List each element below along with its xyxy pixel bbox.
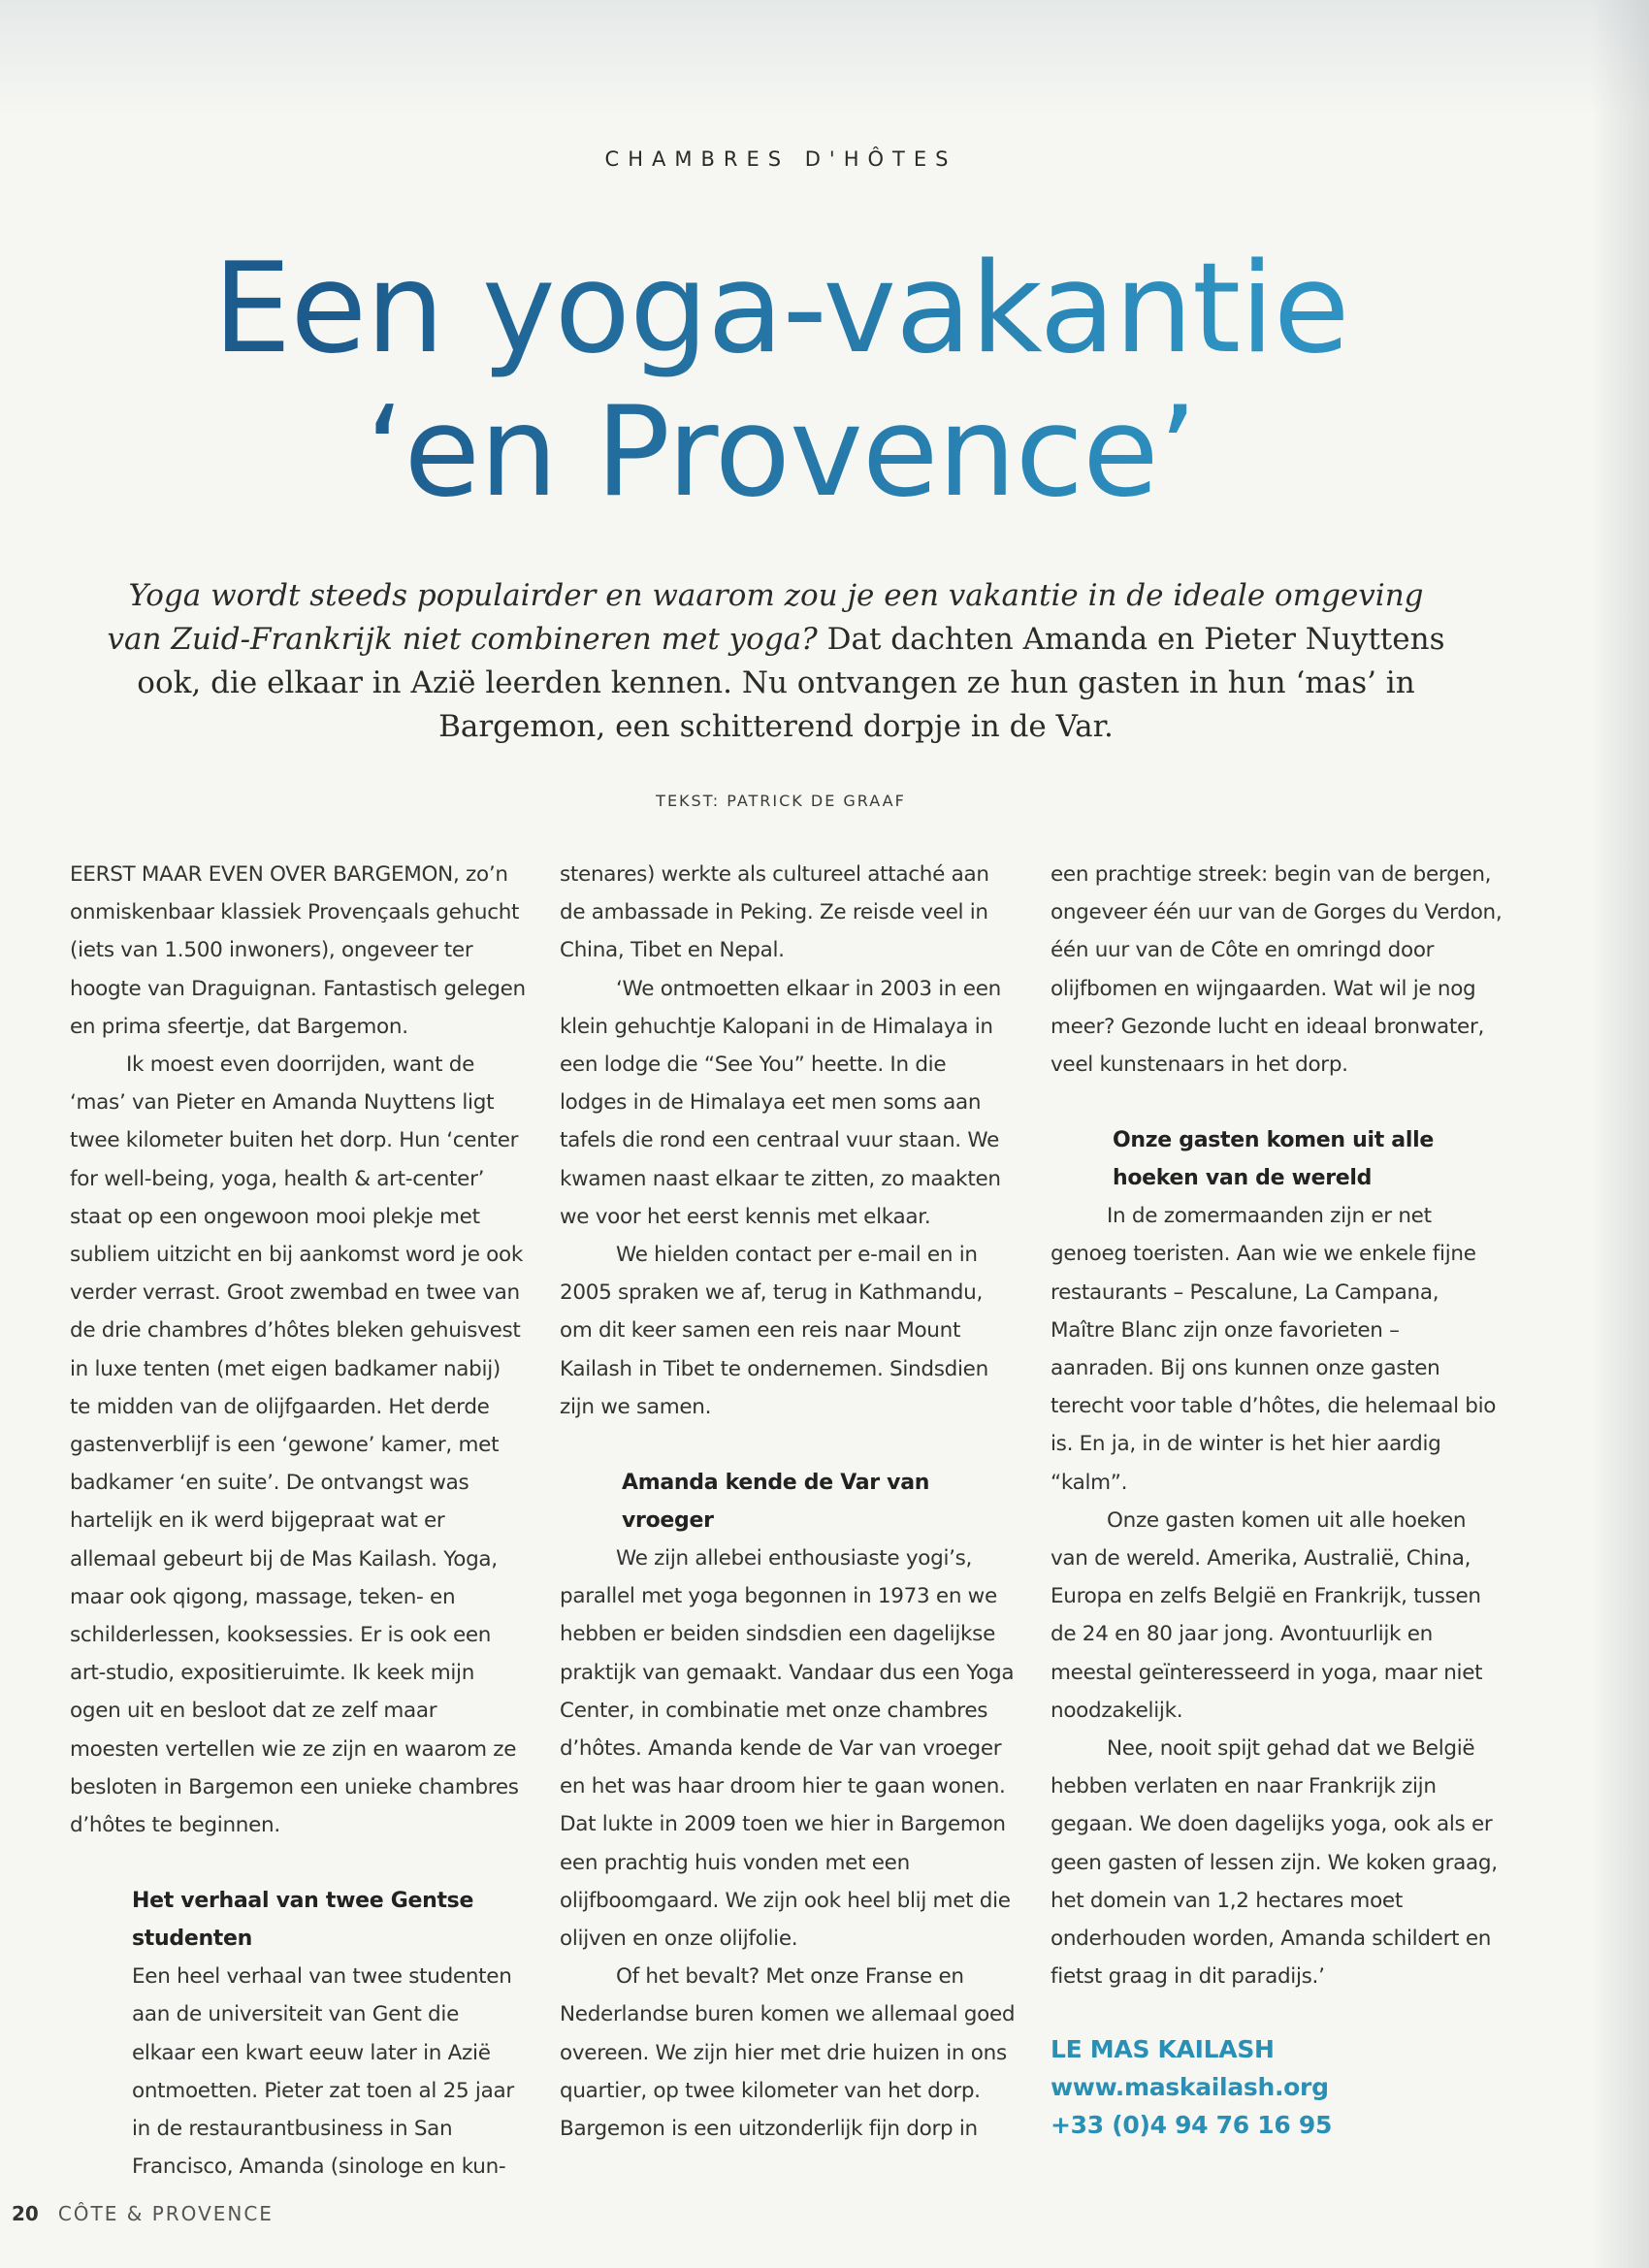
byline: TEKST: PATRICK DE GRAAF: [656, 792, 906, 810]
paragraph: Nee, nooit spijt gehad dat we België hebben verlaten en naar Frankrijk zijn gegaan. We doen dagelijks yoga, ook als er geen gasten of lessen zijn. We koken graag, het domein van 1,2 hectares moet onderhouden worden, Amanda schildert en fietst graag in dit paradijs.’: [1051, 1736, 1498, 1990]
paragraph: ‘We ontmoetten elkaar in 2003 in een klein gehuchtje Kalopani in de Himalaya in een lodge die “See You” heette. In die lodges in de Himalaya eet men soms aan tafels die rond een centraal vuur staan. We kwamen naast elkaar te zitten, zo maakten we voor het eerst kennis met elkaar.: [560, 976, 1001, 1229]
headline-line-1: Een yoga-vakantie: [212, 237, 1349, 381]
paragraph: een prachtige streek: begin van de bergen, ongeveer één uur van de Gorges du Verdon, één uur van de Côte en omringd door olijfbomen en wijngaarden. Wat wil je nog meer? Gezonde lucht en ideaal bronwater, veel kunstenaars in het dorp.: [1051, 862, 1503, 1078]
contact-website-link[interactable]: www.maskailash.org: [1051, 2073, 1329, 2102]
article-column-2: [560, 856, 1016, 2148]
paragraph: [70, 1958, 526, 2186]
article-column-3: [1051, 856, 1506, 2144]
paragraph: We hielden contact per e-mail en in 2005 spraken we af, terug in Kathmandu, om dit keer samen een reis naar Mount Kailash in Tibet te ondernemen. Sindsdien zijn we samen.: [560, 1243, 988, 1419]
scan-shadow-top: [0, 0, 1649, 116]
paragraph: stenares) werkte als cultureel attaché aan de ambassade in Peking. Ze reisde veel in China, Tibet en Nepal.: [560, 862, 989, 963]
subheading: Het verhaal van twee Gentse studenten: [132, 1889, 474, 1952]
page-number: 20: [12, 2202, 39, 2225]
subheading: Onze gasten komen uit alle hoeken van de wereld: [1113, 1128, 1434, 1191]
paragraph: EERST MAAR EVEN OVER BARGEMON, zo’n onmiskenbaar klassiek Provençaals gehucht (iets van 1.500 inwoners), ongeveer ter hoogte van Draguignan. Fantastisch gelegen en prima sfeertje, dat Bargemon.: [70, 862, 526, 1039]
subheading: Amanda kende de Var van vroeger: [622, 1471, 930, 1534]
paragraph: Ik moest even doorrijden, want de ‘mas’ van Pieter en Amanda Nuyttens ligt twee kilometer buiten het dorp. Hun ‘center for well-being, yoga, health & art-center’ staat op een ongewoon mooi plekje met subliem uitzicht en bij aankomst word je ook verder verrast. Groot zwembad en twee van de drie chambres d’hôtes bleken gehuisvest in luxe tenten (met eigen badkamer nabij) te midden van de olijfgaarden. Het derde gastenverblijf is een ‘gewone’ kamer, met badkamer ‘en suite’. De ontvangst was hartelijk en ik werd bijgepraat wat er allemaal gebeurt bij de Mas Kailash. Yoga, maar ook qigong, massage, teken- en schilderlessen, kooksessies. Er is ook een art-studio, expositieruimte. Ik keek mijn ogen uit en besloot dat ze zelf maar moesten vertellen wie ze zijn en waarom ze besloten in Bargemon een unieke chambres d’hôtes te beginnen.: [70, 1053, 524, 1838]
article-column-1: [70, 856, 526, 2187]
contact-block: [1051, 2030, 1506, 2144]
page-gutter-shadow: [1591, 0, 1649, 2268]
page-footer: [12, 2202, 274, 2225]
article-intro: [107, 574, 1445, 749]
paragraph: Of het bevalt? Met onze Franse en Nederlandse buren komen we allemaal goed overeen. We zijn hier met drie huizen in ons quartier, op twee kilometer van het dorp. Bargemon is een uitzonderlijk fijn dorp in: [560, 1964, 1016, 2142]
contact-name: LE MAS KAILASH: [1051, 2035, 1275, 2064]
article-headline: [0, 238, 1562, 525]
magazine-name: CÔTE & PROVENCE: [57, 2202, 274, 2225]
contact-phone: +33 (0)4 94 76 16 95: [1051, 2111, 1333, 2140]
intro-regular: Dat dachten Amanda en Pieter Nuyttens ook, die elkaar in Azië leerden kennen. Nu ontvangen ze hun gasten in hun ‘mas’ in Bargemon, een schitterend dorpje in de Var.: [137, 622, 1445, 744]
paragraph: Onze gasten komen uit alle hoeken van de wereld. Amerika, Australië, China, Europa en zelfs België en Frankrijk, tussen de 24 en 80 jaar jong. Avontuurlijk en meestal geïnteresseerd in yoga, maar niet noodzakelijk.: [1051, 1507, 1483, 1723]
intro-italic: Yoga wordt steeds populairder en waarom zou je een vakantie in de ideale omgeving van Zuid-Frankrijk niet combineren met yoga?: [107, 578, 1424, 657]
paragraph-text: Een heel verhaal van twee studenten aan de universiteit van Gent die elkaar een kwart eeuw later in Azië ontmoetten. Pieter zat toen al 25 jaar in de restaurantbusiness in San Francisco, Amanda (sinologe en kun-: [132, 1964, 514, 2180]
headline-line-2: ‘en Provence’: [365, 380, 1197, 525]
section-kicker: CHAMBRES D'HÔTES: [604, 147, 957, 171]
paragraph: We zijn allebei enthousiaste yogi’s, parallel met yoga begonnen in 1973 en we hebben er beiden sindsdien een dagelijkse praktijk van gemaakt. Vandaar dus een Yoga Center, in combinatie met onze chambres d’hôtes. Amanda kende de Var van vroeger en het was haar droom hier te gaan wonen. Dat lukte in 2009 toen we hier in Bargemon een prachtig huis vonden met een olijfboomgaard. We zijn ook heel blij met die olijven en onze olijfolie.: [560, 1546, 1015, 1952]
paragraph: In de zomermaanden zijn er net genoeg toeristen. Aan wie we enkele fijne restaurants – Pescalune, La Campana, Maître Blanc zijn onze favorieten – aanraden. Bij ons kunnen onze gasten terecht voor table d’hôtes, die helemaal bio is. En ja, in de winter is het hier aardig “kalm”.: [1051, 1204, 1497, 1495]
